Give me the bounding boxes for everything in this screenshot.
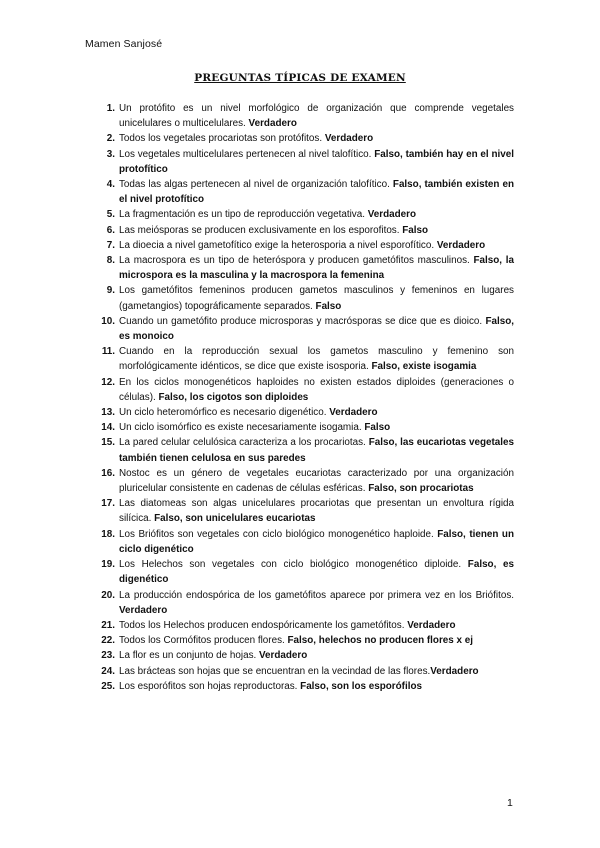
question-number: 14. [101,422,115,434]
question-item [96,420,514,435]
question-item [96,679,514,694]
question-item [96,588,514,618]
question-answer: Verdadero [119,604,168,616]
question-answer: Falso, las eucariotas vegetales también tienen celulosa en sus paredes [119,437,514,464]
question-answer: Falso, tienen un ciclo digenético [119,528,514,555]
question-text: La fragmentación es un tipo de reproducción vegetativa. [119,209,368,221]
question-text: La dioecia a nivel gametofítico exige la heterosporia a nivel esporofítico. [119,239,437,251]
question-number: 2. [106,133,115,145]
question-item [96,633,514,648]
question-answer: Falso [315,300,342,312]
question-item [96,238,514,253]
question-answer: Verdadero [436,239,486,251]
question-answer: Falso, la microspora es la masculina y la macrospora la femenina [119,255,515,282]
question-text: Las meiósporas se producen exclusivamente en los esporofitos. [119,224,403,236]
question-number: 10. [101,315,115,327]
question-number: 1. [106,103,115,114]
question-answer: Falso, es digenético [119,559,514,586]
question-number: 24. [101,665,115,677]
question-item [96,314,514,344]
question-text: Las brácteas son hojas que se encuentran en la vecindad de las flores. [119,665,431,677]
question-answer: Verdadero [407,619,456,631]
page-number: 1 [507,797,513,809]
question-item [96,375,514,405]
question-text: La producción endospórica de los gametófitos aparece por primera vez en los Briófitos. [119,589,514,601]
question-text: Cuando en la reproducción sexual los gametos masculino y femenino son morfológicamente idénticos, se dice que existe isosporia. [119,346,514,373]
question-item [96,527,514,557]
question-answer: Falso, también hay en el nivel protofítico [119,148,514,175]
question-text: Un ciclo heteromórfico es necesario digenético. [119,407,330,419]
question-answer: Falso, son unicelulares eucariotas [154,513,316,525]
question-number: 18. [101,528,115,540]
question-item [96,557,514,587]
question-item [96,131,514,146]
question-number: 22. [101,635,115,647]
question-item [96,101,514,131]
question-text: Todos los vegetales procariotas son protófitos. [119,133,325,145]
question-number: 11. [101,346,115,358]
question-answer: Verdadero [430,665,479,677]
question-item [96,177,514,207]
question-answer: Falso, son los esporófilos [300,680,422,692]
question-number: 20. [101,589,115,601]
question-text: Un ciclo isomórfico es existe necesariamente isogamia. [119,422,365,434]
question-answer: Verdadero [324,133,374,145]
question-text: La macrospora es un tipo de heteróspora y producen gametófitos masculinos. [119,255,474,267]
question-text: Los Helechos son vegetales con ciclo biológico monogenético diploide. [119,559,468,571]
question-answer: Falso [402,224,429,236]
question-number: 4. [106,179,115,191]
question-item [96,207,514,222]
question-answer: Verdadero [248,118,297,130]
question-text: Los vegetales multicelulares pertenecen al nivel talofítico. [119,148,375,160]
question-number: 12. [101,376,115,388]
question-text: Todas las algas pertenecen al nivel de organización talofítico. [119,179,393,191]
question-number: 25. [101,680,115,692]
question-item [96,466,514,496]
question-text: Nostoc es un género de vegetales eucariotas caracterizado por una organización pluricelular consistente en cadenas de células esféricas. [119,467,514,495]
question-number: 6. [106,224,115,236]
question-number: 3. [106,148,115,160]
question-text: Todos los Cormófitos producen flores. [119,635,288,647]
question-answer: Verdadero [329,407,378,419]
question-item [96,435,514,465]
question-text: Todos los Helechos producen endospóricamente los gametófitos. [119,619,408,631]
question-number: 23. [101,650,115,662]
question-item [96,253,514,283]
author-name: Mamen Sanjosé [85,38,163,50]
question-answer: Falso, los cigotos son diploides [158,391,309,403]
question-item [96,496,514,526]
question-item [96,664,514,679]
question-list [96,101,514,694]
question-number: 13. [101,407,115,419]
question-number: 5. [106,209,115,221]
question-number: 8. [106,255,115,267]
question-text: Un protófito es un nivel morfológico de organización que comprende vegetales unicelulares o multicelulares. [119,103,514,130]
question-item [96,147,514,177]
question-text: La flor es un conjunto de hojas. [119,650,259,662]
question-text: Los gametófitos femeninos producen gametos masculinos y femeninos en lugares (gametangios) topográficamente separados. [119,285,514,312]
question-answer: Verdadero [259,650,308,662]
question-text: Cuando un gametófito produce microsporas y macrósporas se dice que es dioico. [119,315,486,327]
question-answer: Falso, existe isogamia [371,361,477,373]
question-text: En los ciclos monogenéticos haploides no existen estados diploides (generaciones o células). [119,376,514,403]
question-number: 21. [101,619,115,631]
page-title: PREGUNTAS TÍPICAS DE EXAMEN [194,72,406,84]
question-item [96,648,514,663]
question-answer: Verdadero [367,209,416,221]
question-number: 15. [101,437,115,449]
question-number: 16. [101,467,115,479]
question-number: 9. [106,285,115,297]
question-item [96,283,514,313]
question-text: Los esporófitos son hojas reproductoras. [119,680,301,692]
question-text: Los Briófitos son vegetales con ciclo biológico monogenético haploide. [119,528,438,540]
question-answer: Falso, también existen en el nivel protofítico [119,179,514,206]
question-item [96,344,514,374]
question-answer: Falso [364,422,391,434]
question-text: Las diatomeas son algas unicelulares procariotas que presentan un envoltura rígida silícica. [119,498,514,525]
question-number: 17. [101,498,115,510]
question-text: La pared celular celulósica caracteriza a los procariotas. [119,437,369,449]
question-item [96,405,514,420]
question-number: 7. [106,239,115,251]
question-answer: Falso, helechos no producen flores x ej [287,635,473,647]
question-number: 19. [101,559,115,571]
question-item [96,223,514,238]
question-item [96,618,514,633]
question-answer: Falso, son procariotas [368,483,474,495]
question-answer: Falso, es monoico [119,315,514,343]
